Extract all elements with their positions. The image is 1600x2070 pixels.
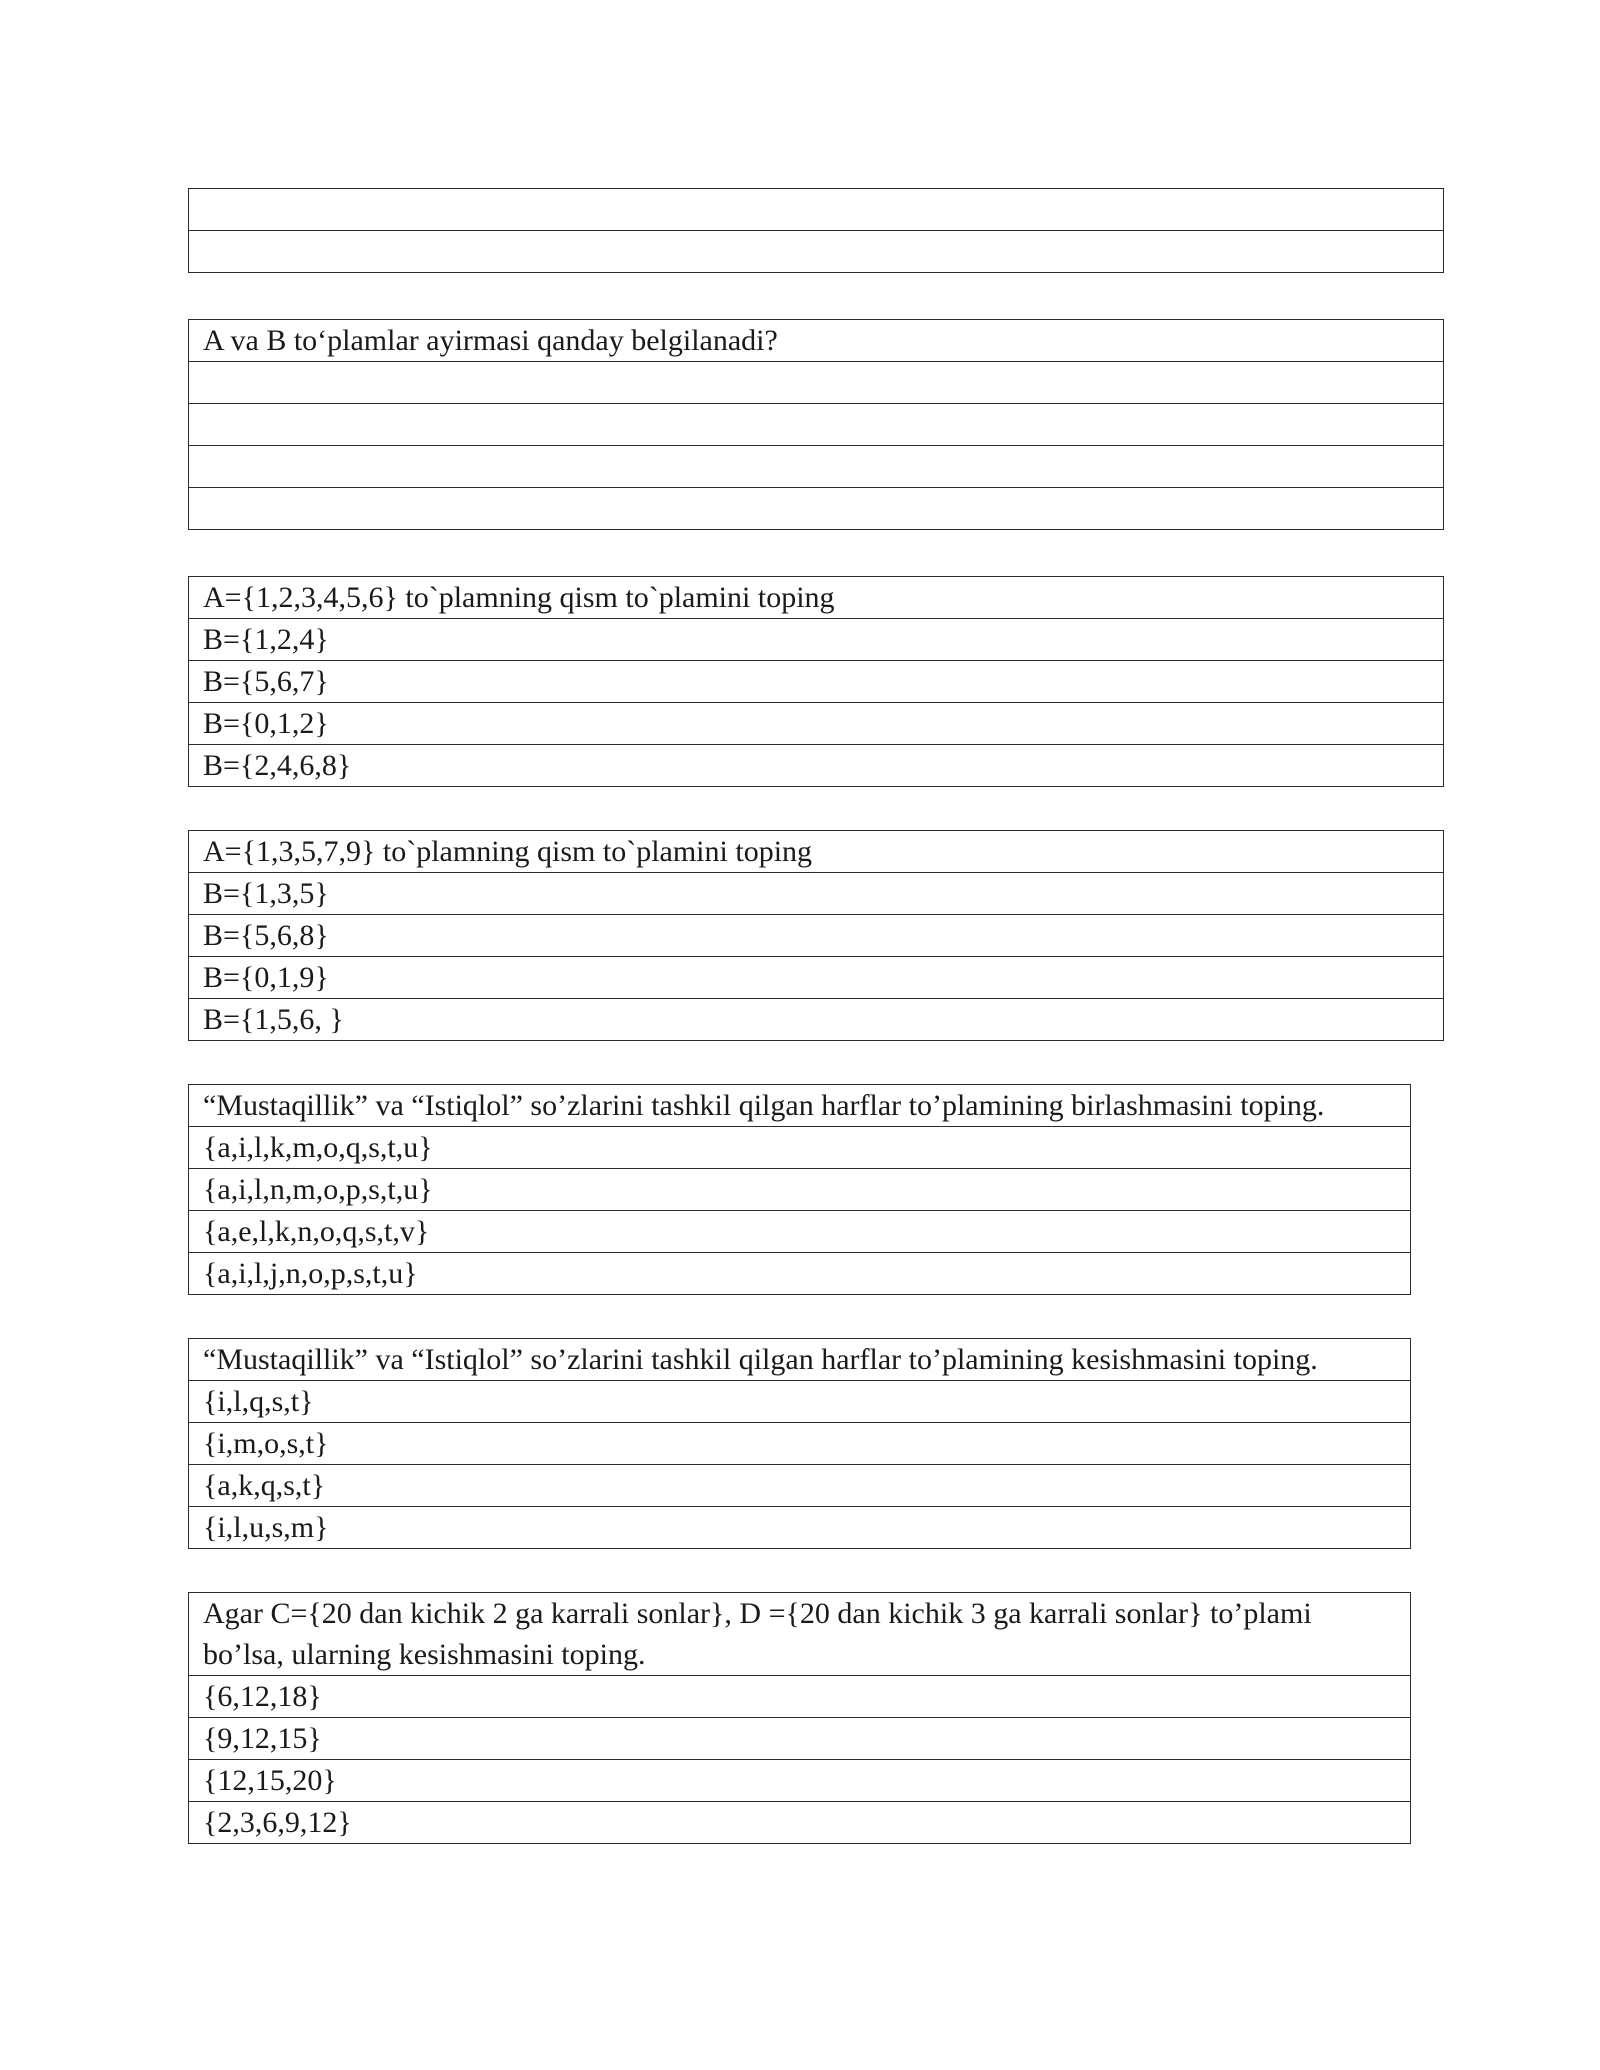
option-row [189, 362, 1444, 404]
option-text: {a,i,l,k,m,o,q,s,t,u} [189, 1127, 1411, 1169]
option-text: B={2,4,6,8} [189, 745, 1444, 787]
option-text [189, 404, 1444, 446]
option-text: {2,3,6,9,12} [189, 1802, 1411, 1844]
option-row [189, 231, 1444, 273]
question-text: “Mustaqillik” va “Istiqlol” so’zlarini tashkil qilgan harflar to’plamining kesishmasini toping. [189, 1339, 1411, 1381]
option-text: {a,i,l,n,m,o,p,s,t,u} [189, 1169, 1411, 1211]
question-row [189, 1339, 1411, 1381]
option-row [189, 619, 1444, 661]
option-row [189, 745, 1444, 787]
question-table-7 [188, 1592, 1411, 1844]
option-row [189, 1760, 1411, 1802]
option-row [189, 1211, 1411, 1253]
option-text: B={1,5,6, } [189, 999, 1444, 1041]
question-row [189, 1593, 1411, 1676]
option-row [189, 1381, 1411, 1423]
question-row [189, 189, 1444, 231]
question-text [189, 189, 1444, 231]
question-row [189, 320, 1444, 362]
option-text [189, 362, 1444, 404]
question-row [189, 831, 1444, 873]
option-row [189, 1253, 1411, 1295]
option-row [189, 404, 1444, 446]
option-text: B={0,1,9} [189, 957, 1444, 999]
option-row [189, 1802, 1411, 1844]
option-row [189, 703, 1444, 745]
question-text: Agar C={20 dan kichik 2 ga karrali sonlar}, D ={20 dan kichik 3 ga karrali sonlar} to’plami bo’lsa, ularning kesishmasini toping. [189, 1593, 1411, 1676]
option-text: B={1,3,5} [189, 873, 1444, 915]
option-row [189, 957, 1444, 999]
option-row [189, 915, 1444, 957]
option-row [189, 1169, 1411, 1211]
option-text: {a,e,l,k,n,o,q,s,t,v} [189, 1211, 1411, 1253]
question-text: A={1,2,3,4,5,6} to`plamning qism to`plamini toping [189, 577, 1444, 619]
option-row [189, 1718, 1411, 1760]
question-text: A va B to‘plamlar ayirmasi qanday belgilanadi? [189, 320, 1444, 362]
option-row [189, 1507, 1411, 1549]
option-row [189, 1423, 1411, 1465]
option-text [189, 231, 1444, 273]
option-text [189, 488, 1444, 530]
option-row [189, 1465, 1411, 1507]
option-text: {a,k,q,s,t} [189, 1465, 1411, 1507]
question-table-4 [188, 830, 1444, 1041]
question-table-3 [188, 576, 1444, 787]
option-text: {i,l,u,s,m} [189, 1507, 1411, 1549]
question-table-2 [188, 319, 1444, 530]
question-text: “Mustaqillik” va “Istiqlol” so’zlarini tashkil qilgan harflar to’plamining birlashmasini toping. [189, 1085, 1411, 1127]
option-text [189, 446, 1444, 488]
option-text: {12,15,20} [189, 1760, 1411, 1802]
option-text: {i,l,q,s,t} [189, 1381, 1411, 1423]
option-text: {a,i,l,j,n,o,p,s,t,u} [189, 1253, 1411, 1295]
option-row [189, 661, 1444, 703]
option-row [189, 446, 1444, 488]
option-text: B={0,1,2} [189, 703, 1444, 745]
option-row [189, 1127, 1411, 1169]
option-row [189, 999, 1444, 1041]
option-row [189, 1676, 1411, 1718]
option-text: {6,12,18} [189, 1676, 1411, 1718]
option-text: B={1,2,4} [189, 619, 1444, 661]
option-text: {9,12,15} [189, 1718, 1411, 1760]
option-text: B={5,6,8} [189, 915, 1444, 957]
question-table-1 [188, 188, 1444, 273]
question-text: A={1,3,5,7,9} to`plamning qism to`plamini toping [189, 831, 1444, 873]
option-row [189, 488, 1444, 530]
question-row [189, 577, 1444, 619]
option-text: {i,m,o,s,t} [189, 1423, 1411, 1465]
option-row [189, 873, 1444, 915]
option-text: B={5,6,7} [189, 661, 1444, 703]
question-table-6 [188, 1338, 1411, 1549]
question-row [189, 1085, 1411, 1127]
question-table-5 [188, 1084, 1411, 1295]
